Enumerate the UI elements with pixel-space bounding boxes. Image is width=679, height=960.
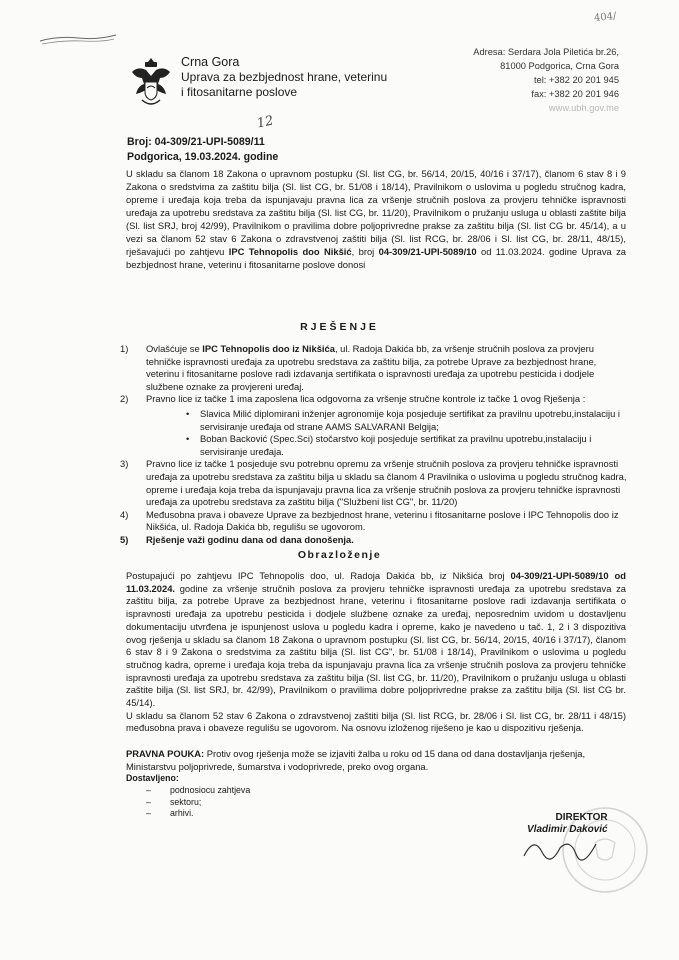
item-number: 2) — [120, 393, 129, 405]
person-item: • Slavica Milić diplomirani inženjer agronomije koja posjeduje sertifikat za pravilnu upotrebu,instalaciju i servisiranje uređaja od strane AAMS SALVARANI Belgija; — [186, 408, 630, 433]
person-item: • Boban Backović (Spec.Sci) stočarstvo koji posjeduje sertifikat za pravilnu upotrebu,instalaciju i servisiranje uređaja. — [186, 433, 630, 458]
item-text: Pravno lice iz tačke 1 posjeduje svu potrebnu opremu za vršenje stručnih poslova za provjeru tehničke ispravnosti uređaja za upotrebu sredstava za zaštitu bilja u skladu sa članom 4 Pravilnika o uslovima u pogledu stručnog kadra, opreme i uređaja koja treba da ispunjavaju pravna lica za vršenje stručnih poslova za provjeru tehničke ispravnosti uređaja za upotrebu sredstava za zaštitu bilja ("Službeni list CG", br. 11/20) — [146, 458, 627, 508]
decision-list — [120, 343, 630, 547]
institution-name — [181, 55, 387, 100]
intro-text-end: od 11.03.2024. godine Uprava za bezbjednost hrane, veterinu i fitosanitarne poslove donosi — [126, 246, 627, 270]
reference-number: Broj: 04-309/21-UPI-5089/11 — [127, 136, 265, 148]
item-number: 3) — [120, 458, 129, 470]
handwritten-note: 404/ — [593, 10, 617, 25]
legal-remedy-text: Protiv ovog rješenja može se izjaviti žalba u roku od 15 dana od dana dostavljanja rješenja, Ministarstvu poljoprivrede, šumarstva i vodoprivrede, preko ovog organa. — [126, 748, 586, 772]
intro-company: IPC Tehnopolis doo Nikšić — [228, 246, 352, 257]
decision-item — [120, 393, 630, 458]
reasoning-body — [126, 570, 626, 735]
place-date: Podgorica, 19.03.2024. godine — [127, 151, 279, 163]
intro-request-number: 04-309/21-UPI-5089/10 — [378, 246, 477, 257]
item-company: IPC Tehnopolis doo iz Nikšića — [202, 343, 335, 354]
legal-remedy — [126, 748, 626, 773]
intro-paragraph — [126, 167, 626, 271]
country-name: Crna Gora — [181, 55, 240, 69]
delivery-item: – podnosiocu zahtjeva — [146, 785, 250, 797]
item-text: Pravno lice iz tačke 1 ima zaposlena lica odgovorna za vršenje stručne kontrole iz tačke 1 ovog Rješenja : — [146, 393, 586, 405]
director-title: DIREKTOR — [555, 812, 608, 823]
reasoning-paragraph-1 — [126, 570, 626, 710]
decision-heading: RJEŠENJE — [300, 321, 379, 333]
item-number: 5) — [120, 533, 129, 545]
reasoning-paragraph-2: U skladu sa članom 52 stav 6 Zakona o zdravstvenoj zaštiti bilja (Sl. list RCG, br. 28/06 i Sl. list CG, br. 28/11 i 48/15) međusobna prava i obaveze regulišu se ugovorom. Na osnovu izloženog riješeno je kao u dispozitivu rješenja. — [126, 709, 626, 734]
delivery-title: Dostavljeno: — [126, 773, 179, 783]
delivery-item: – arhivi. — [146, 808, 250, 820]
coat-of-arms-icon — [128, 56, 174, 110]
signature-block — [527, 812, 608, 836]
item-text: Rješenje važi godinu dana od dana donošenja. — [146, 533, 354, 545]
director-name: Vladimir Daković — [527, 824, 608, 835]
item-number: 1) — [120, 343, 129, 354]
intro-text: U skladu sa članom 18 Zakona o upravnom postupku (Sl. list CG, br. 56/14, 20/15, 40/16 i 37/17), članom 6 stav 8 i 9 Zakona o sredstvima za zaštitu bilja (Sl. list CG, br. 51/08 i 18/14), Pravilnikom o uslovima u pogledu stručnog kadra, opreme i uređaja koja treba da ispunjavaju pravna lica za vršenje stručnih poslova za provjeru tehničke ispravnosti uređaja za upotrebu sredstava za zaštitu bilja (Sl. list CG, br. 11/20), Pravilnikom o pružanju usluga u oblasti zaštite bilja (Sl. list SRJ, broj 42/99), Pravilnikom o pravilima dobre poljoprivredne prakse za zaštitu bilja (Sl. list CG br. 45/14), a u vezi sa članom 52 stav 6 Zakona o zdravstvenoj zaštiti bilja (Sl. list RCG, br. 28/06 i Sl. list CG, br. 28/11, 48/15), rješavajući po zahtjevu — [126, 168, 626, 257]
address-block — [455, 45, 619, 115]
phone: tel: +382 20 201 945 — [533, 75, 619, 85]
delivery-list — [126, 773, 250, 820]
decision-item — [120, 534, 630, 547]
intro-text-mid: , broj — [351, 246, 375, 257]
fax: fax: +382 20 201 946 — [531, 89, 619, 99]
reasoning-heading: Obrazloženje — [297, 549, 382, 561]
reasoning-text: Postupajući po zahtjevu IPC Tehnopolis doo, ul. Radoja Dakića bb, iz Nikšića broj — [126, 570, 505, 581]
handwritten-signature — [520, 830, 600, 870]
handwritten-scribble — [38, 32, 118, 46]
item-text-end: , ul. Radoja Dakića bb, za vršenje stručnih poslova za provjeru tehničke ispravnosti uređaja za upotrebu sredstava za zaštitu bilja, za potrebe Uprave za bezbjednost hrane, veterinu i fitosanitarne poslove radi izdavanja sertifikata o ispravnosti uređaja za upotrebu pesticida i dodjele službene oznake za provjereni uređaj. — [146, 343, 597, 392]
legal-remedy-label: PRAVNA POUKA: — [126, 748, 205, 759]
item-text: Ovlašćuje se — [146, 343, 200, 354]
decision-item — [120, 458, 630, 508]
reasoning-request-number: 04-309/21-UPI-5089/10 od 11.03.2024. — [126, 570, 627, 594]
address-line-1: Adresa: Serdara Jola Piletića br.26, — [473, 47, 619, 57]
decision-item — [120, 343, 630, 393]
address-line-2: 81000 Podgorica, Crna Gora — [500, 61, 619, 71]
item-text: Međusobna prava i obaveze Uprave za bezbjednost hrane, veterinu i fitosanitarne poslove i IPC Tehnopolis doo iz Nikšića, ul. Radoja Dakića bb, regulišu se ugovorom. — [146, 508, 619, 533]
reference-block — [127, 135, 278, 165]
handwritten-number: 12 — [255, 113, 275, 132]
responsible-persons-list — [186, 408, 630, 458]
reasoning-text-end: godine za vršenje stručnih poslova za provjeru tehničke ispravnosti uređaja za upotrebu sredstava za zaštitu bilja, za potrebe Uprave za bezbjednost hrane, veterinu i fitosanitarne poslove radi izdavanja sertifikata o ispravnosti uređaja za upotrebu pesticida i dodjele službene oznake za uređaj, neposrednim uvidom u dostavljenu dokumentaciju utvrđena je ispunjenost uslova u pogledu kadra i opreme, kako je navedeno u tač. 1, 2 i 3 dispozitiva ovog rješenja u skladu sa članom 18 Zakona o upravnom postupku (Sl. list CG, br. 56/14, 20/15, 40/16 i 37/17), članom 6 stav 8 i 9 Zakona o sredstvima za zaštitu bilja (Sl. list CG", br. 51/08 i 18/14), Pravilnikom o uslovima u pogledu stručnog kadra, opreme i uređaja koja treba da ispunjavaju pravna lica za vršenje stručnih poslova za provjeru tehničke ispravnosti uređaja za upotrebu sredstava za zaštitu bilja (Sl. list CG, br. 11/20), Pravilnikom o pružanju usluga u oblasti zaštite bilja (Sl. list SRJ, br. 42/99), Pravilnikom o pravilima dobre poljoprivredne prakse za zaštitu bilja (Sl. list CG br. 45/14). — [126, 582, 626, 709]
decision-item — [120, 509, 630, 534]
delivery-item: – sektoru; — [146, 797, 250, 809]
institution-line-2: i fitosanitarne poslove — [181, 85, 298, 99]
website: www.ubh.gov.me — [548, 103, 619, 113]
item-number: 4) — [120, 508, 129, 520]
institution-line-1: Uprava za bezbjednost hrane, veterinu — [181, 70, 388, 84]
